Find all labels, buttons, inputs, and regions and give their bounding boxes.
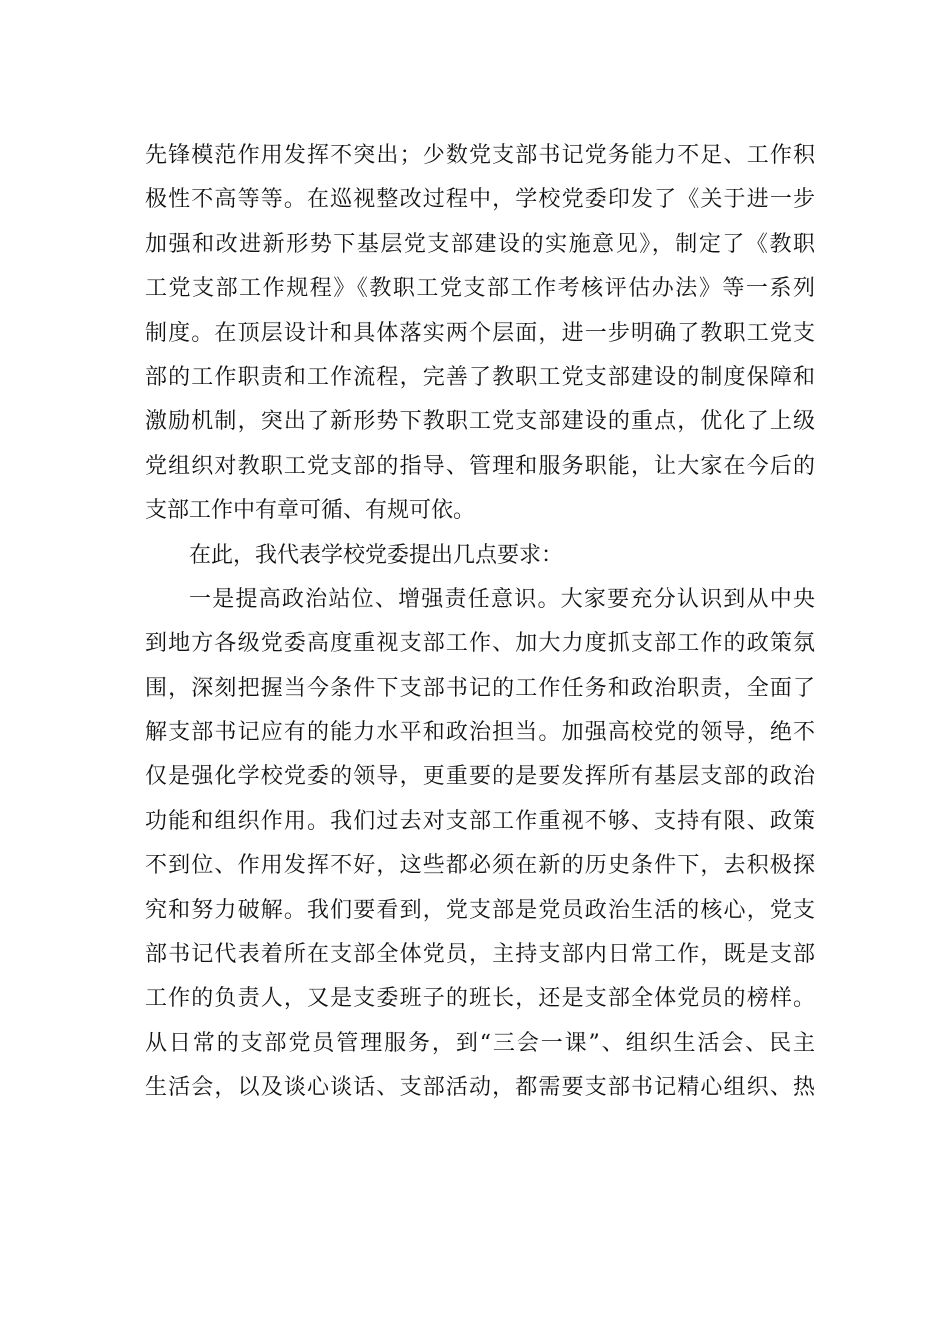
text-line: 到地方各级党委高度重视支部工作、加大力度抓支部工作的政策氛	[145, 631, 815, 657]
text-line: 生活会，以及谈心谈话、支部活动，都需要支部书记精心组织、热	[145, 1075, 815, 1101]
text-line: 极性不高等等。在巡视整改过程中，学校党委印发了《关于进一步	[145, 187, 815, 213]
text-line: 工党支部工作规程》《教职工党支部工作考核评估办法》等一系列	[145, 276, 815, 302]
text-line: 部的工作职责和工作流程，完善了教职工党支部建设的制度保障和	[145, 364, 815, 390]
text-line: 激励机制，突出了新形势下教职工党支部建设的重点，优化了上级	[145, 409, 815, 435]
text-line: 围，深刻把握当今条件下支部书记的工作任务和政治职责，全面了	[145, 675, 815, 701]
text-line: 功能和组织作用。我们过去对支部工作重视不够、支持有限、政策	[145, 808, 815, 834]
text-line: 不到位、作用发挥不好，这些都必须在新的历史条件下，去积极探	[145, 853, 815, 879]
text-line: 工作的负责人，又是支委班子的班长，还是支部全体党员的榜样。	[145, 986, 815, 1012]
text-line: 解支部书记应有的能力水平和政治担当。加强高校党的领导，绝不	[145, 720, 815, 746]
text-line: 先锋模范作用发挥不突出；少数党支部书记党务能力不足、工作积	[145, 143, 815, 168]
body-text	[145, 134, 815, 1111]
text-line: 在此，我代表学校党委提出几点要求：	[189, 542, 564, 568]
text-line: 从日常的支部党员管理服务，到“三会一课”、组织生活会、民主	[145, 1030, 815, 1056]
text-line: 加强和改进新形势下基层党支部建设的实施意见》，制定了《教职	[145, 231, 815, 257]
text-line: 支部工作中有章可循、有规可依。	[145, 498, 476, 524]
text-line: 一是提高政治站位、增强责任意识。大家要充分认识到从中央	[189, 586, 815, 612]
text-line: 仅是强化学校党委的领导，更重要的是要发挥所有基层支部的政治	[145, 764, 815, 790]
text-line: 党组织对教职工党支部的指导、管理和服务职能，让大家在今后的	[145, 453, 815, 479]
text-line: 究和努力破解。我们要看到，党支部是党员政治生活的核心，党支	[145, 897, 815, 923]
text-line: 部书记代表着所在支部全体党员，主持支部内日常工作，既是支部	[145, 942, 815, 968]
text-line: 制度。在顶层设计和具体落实两个层面，进一步明确了教职工党支	[145, 320, 815, 346]
